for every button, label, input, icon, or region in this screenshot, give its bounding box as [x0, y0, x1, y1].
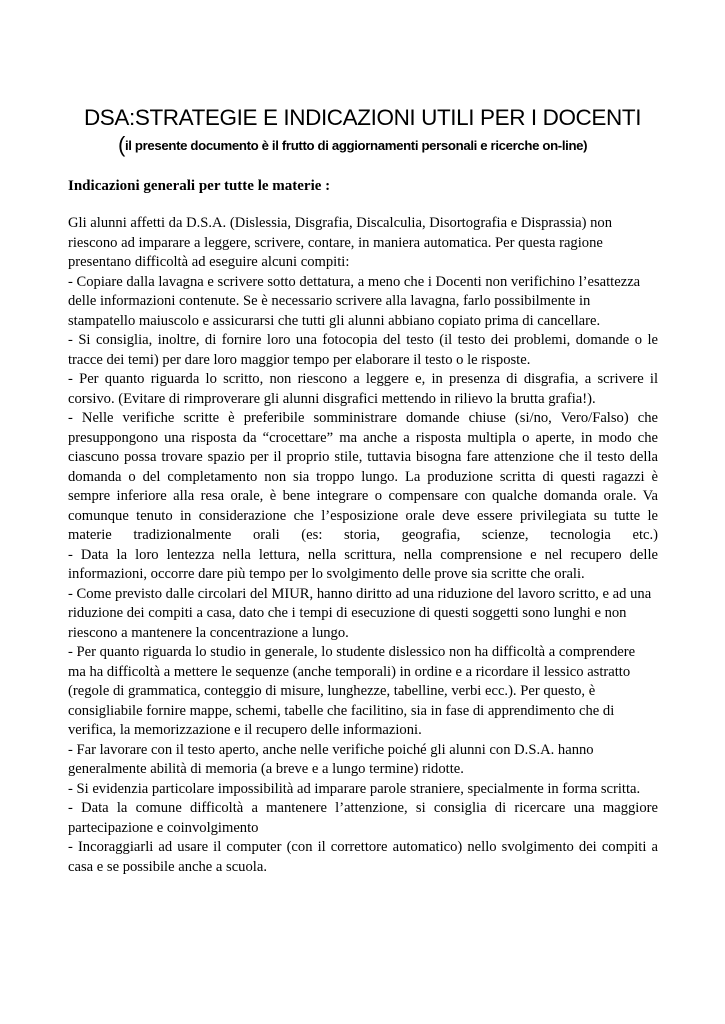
- body-line: Gli alunni affetti da D.S.A. (Dislessia, Disgrafia, Discalculia, Disortografia e Disprassia) non: [68, 215, 613, 231]
- body-line: sempre inferiore alla resa orale, è bene integrare o compensare con qualche domanda orale. Va: [68, 488, 658, 504]
- body-line: - Data la loro lentezza nella lettura, nella scrittura, nella comprensione e nel recupero delle: [68, 546, 658, 563]
- body-line: ma ha difficoltà a mettere le sequenze (anche temporali) in ordine e a ricordare il lessico astratto: [68, 663, 631, 680]
- body-line: domanda o del completamento non sia troppo lungo. La produzione scritta di questi ragazzi è: [68, 468, 658, 485]
- body-line: consigliabile fornire mappe, schemi, tabelle che facilitino, sia in fase di apprendimento che di: [68, 702, 615, 719]
- body-line: presentano difficoltà ad eseguire alcuni compiti:: [68, 254, 350, 270]
- body-line: materie tradizionalmente orali (es: storia, geografia, scienze, tecnologia etc.): [68, 527, 658, 543]
- body-line: tracce dei temi) per dare loro maggior tempo per elaborare il testo o le risposte.: [68, 351, 531, 368]
- body-line: - Data la comune difficoltà a mantenere l’attenzione, si consiglia di ricercare una maggiore: [68, 800, 658, 816]
- body-line: stampatello maiuscolo e assicurarsi che tutti gli alunni abbiano copiato prima di cancellare.: [68, 312, 601, 329]
- body-line: riescono a mantenere la concentrazione a lungo.: [68, 624, 349, 641]
- body-line: - Per quanto riguarda lo scritto, non riescono a leggere e, in presenza di disgrafia, a scrivere il: [68, 371, 658, 387]
- document-title: DSA:STRATEGIE E INDICAZIONI UTILI PER I DOCENTI: [83, 105, 642, 130]
- body-line: delle informazioni contenute. Se è necessario scrivere alla lavagna, farlo possibilmente in: [68, 293, 591, 309]
- body-line: - Copiare dalla lavagna e scrivere sotto dettatura, a meno che i Docenti non verifichino l’esattezza: [68, 273, 641, 290]
- subtitle-open-paren: (: [118, 132, 125, 157]
- body-line: casa e se possibile anche a scuola.: [68, 858, 267, 875]
- body-line: informazioni, occorre dare più tempo per lo svolgimento delle prove sia scritte che orali.: [68, 566, 585, 582]
- section-heading: Indicazioni generali per tutte le materie :: [68, 178, 331, 194]
- body-line: partecipazione e coinvolgimento: [68, 819, 259, 836]
- body-line: - Nelle verifiche scritte è preferibile somministrare domande chiuse (si/no, Vero/Falso) che: [68, 410, 658, 426]
- body-line: - Si evidenzia particolare impossibilità ad imparare parole straniere, specialmente in forma scritta.: [68, 780, 641, 797]
- body-line: - Come previsto dalle circolari del MIUR, hanno diritto ad una riduzione del lavoro scritto, e ad una: [68, 585, 652, 602]
- body-line: ciascuno possa trovare spazio per il proprio stile, tuttavia bisogna fare attenzione che il testo della: [68, 449, 658, 465]
- body-line: - Si consiglia, inoltre, di fornire loro una fotocopia del testo (il testo dei problemi, domande o le: [68, 332, 658, 348]
- body-line: generalmente abilità di memoria (a breve e a lungo termine) ridotte.: [68, 761, 464, 777]
- body-line: presuppongono una risposta da “crocettare” ma anche a risposta multipla o aperte, in modo che: [68, 429, 658, 446]
- body-line: verifica, la memorizzazione e il recupero delle informazioni.: [68, 722, 422, 738]
- subtitle-text: il presente documento è il frutto di aggiornamenti personali e ricerche on-line): [124, 138, 588, 153]
- body-line: riduzione dei compiti a casa, dato che i tempi di esecuzione di questi soggetti sono lunghi e non: [68, 605, 627, 621]
- body-line: (regole di grammatica, conteggio di misure, lunghezze, tabelline, verbi ecc.). Per questo, è: [68, 683, 596, 699]
- body-line: - Incoraggiarli ad usare il computer (con il correttore automatico) nello svolgimento dei compiti a: [68, 839, 658, 855]
- body-line: - Per quanto riguarda lo studio in generale, lo studente dislessico non ha difficoltà a comprendere: [68, 644, 636, 660]
- document-subtitle: [118, 133, 587, 158]
- body-line: riescono ad imparare a leggere, scrivere, contare, in maniera automatica. Per questa ragione: [68, 234, 603, 251]
- body-line: corsivo. (Evitare di rimproverare gli alunni disgrafici mettendo in rilievo la brutta grafia!).: [68, 390, 596, 407]
- body-text: [68, 214, 658, 877]
- body-line: - Far lavorare con il testo aperto, anche nelle verifiche poiché gli alunni con D.S.A. hanno: [68, 741, 594, 758]
- body-line: comunque tenuto in considerazione che l’esposizione orale deve essere privilegiata su tutte le: [68, 507, 658, 524]
